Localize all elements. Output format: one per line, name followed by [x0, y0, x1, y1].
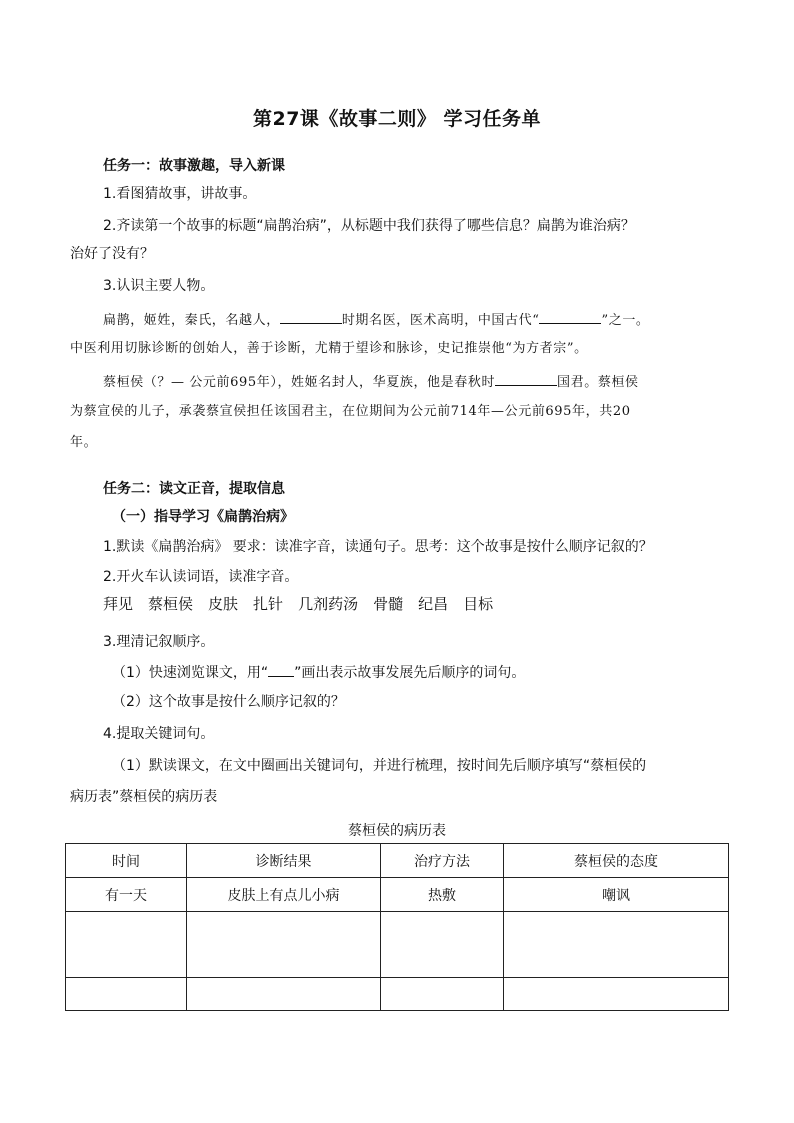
- fill-blank[interactable]: [495, 371, 557, 386]
- q3-1-text-a: （1）快速浏览课文，用“: [112, 665, 269, 681]
- task1-q1: 1.看图猜故事，讲故事。: [103, 186, 257, 202]
- vocab-word: 扎针: [253, 595, 284, 613]
- underline-sample: [268, 662, 294, 677]
- table-cell-empty[interactable]: [187, 978, 381, 1011]
- column-header: 蔡桓侯的态度: [504, 844, 729, 878]
- task2-q3-1: [112, 662, 525, 683]
- task2-q3: 3.理清记叙顺序。: [103, 634, 215, 650]
- task2-q3-2: （2）这个故事是按什么顺序记叙的？: [112, 694, 345, 710]
- task1-heading: 任务一：故事激趣，导入新课: [103, 158, 285, 174]
- task2-q4-1-line1: （1）默读课文，在文中圈画出关键词句，并进行梳理，按时间先后顺序填写“蔡桓侯的: [112, 758, 647, 774]
- column-header: 时间: [66, 844, 187, 878]
- caihuanhou-text-a: 蔡桓侯（？— 公元前695年），姓姬名封人，华夏族，他是春秋时: [103, 375, 496, 390]
- table-header-row: [66, 844, 729, 878]
- table-cell-empty[interactable]: [66, 912, 187, 978]
- table-cell: 皮肤上有点儿小病: [187, 878, 381, 912]
- vocab-word: 蔡桓侯: [148, 595, 194, 613]
- bianque-intro-line1: [103, 309, 650, 331]
- column-header: 治疗方法: [381, 844, 504, 878]
- caihuanhou-text-b: 国君。蔡桓侯: [557, 375, 639, 390]
- task2-part1-heading: （一）指导学习《扁鹊治病》: [112, 509, 294, 525]
- column-header: 诊断结果: [187, 844, 381, 878]
- task2-q2: 2.开火车认读词语，读准字音。: [103, 569, 299, 585]
- task2-q4-1-line2: 病历表”蔡桓侯的病历表: [70, 789, 218, 805]
- task2-heading: 任务二：读文正音，提取信息: [103, 481, 285, 497]
- table-row: [66, 878, 729, 912]
- caihuanhou-intro-line1: [103, 371, 639, 393]
- table-row: [66, 978, 729, 1011]
- bianque-intro-line2: 中医利用切脉诊断的创始人，善于诊断，尤精于望诊和脉诊，史记推崇他“为方者宗”。: [70, 341, 588, 356]
- table-cell: 有一天: [66, 878, 187, 912]
- task1-q3: 3.认识主要人物。: [103, 278, 215, 294]
- q3-1-text-b: ”画出表示故事发展先后顺序的词句。: [294, 665, 526, 681]
- table-caption: 蔡桓侯的病历表: [348, 823, 446, 839]
- page-title: 第27课《故事二则》 学习任务单: [252, 108, 542, 130]
- table-cell-empty[interactable]: [66, 978, 187, 1011]
- medical-history-table: [65, 843, 729, 1011]
- caihuanhou-intro-line2: 为蔡宣侯的儿子，承袭蔡宣侯担任该国君主，在位期间为公元前714年—公元前695年，共20: [70, 404, 631, 419]
- vocab-word: 骨髓: [373, 595, 404, 613]
- bianque-text-c: ”之一。: [601, 313, 650, 328]
- vocab-word: 几剂药汤: [298, 595, 359, 613]
- table-cell-empty[interactable]: [504, 912, 729, 978]
- table-cell: 嘲讽: [504, 878, 729, 912]
- table-cell-empty[interactable]: [187, 912, 381, 978]
- vocab-word: 纪昌: [418, 595, 449, 613]
- vocab-word: 目标: [463, 595, 494, 613]
- table-cell-empty[interactable]: [381, 978, 504, 1011]
- table-cell-empty[interactable]: [504, 978, 729, 1011]
- table-cell: 热敷: [381, 878, 504, 912]
- vocabulary-list: [103, 594, 508, 615]
- bianque-text-b: 时期名医，医术高明，中国古代“: [341, 313, 540, 328]
- vocab-word: 拜见: [103, 595, 134, 613]
- task1-q2-line1: 2.齐读第一个故事的标题“扁鹊治病”，从标题中我们获得了哪些信息？扁鹊为谁治病？: [103, 218, 635, 234]
- table-cell-empty[interactable]: [381, 912, 504, 978]
- fill-blank[interactable]: [539, 309, 601, 324]
- table-row: [66, 912, 729, 978]
- caihuanhou-intro-line3: 年。: [70, 435, 98, 450]
- task2-q1: 1.默读《扁鹊治病》 要求：读准字音，读通句子。思考：这个故事是按什么顺序记叙的？: [103, 539, 653, 555]
- task2-q4: 4.提取关键词句。: [103, 726, 215, 742]
- vocab-word: 皮肤: [208, 595, 239, 613]
- fill-blank[interactable]: [280, 309, 342, 324]
- task1-q2-line2: 治好了没有？: [70, 246, 154, 262]
- bianque-text-a: 扁鹊，姬姓，秦氏，名越人，: [103, 313, 280, 328]
